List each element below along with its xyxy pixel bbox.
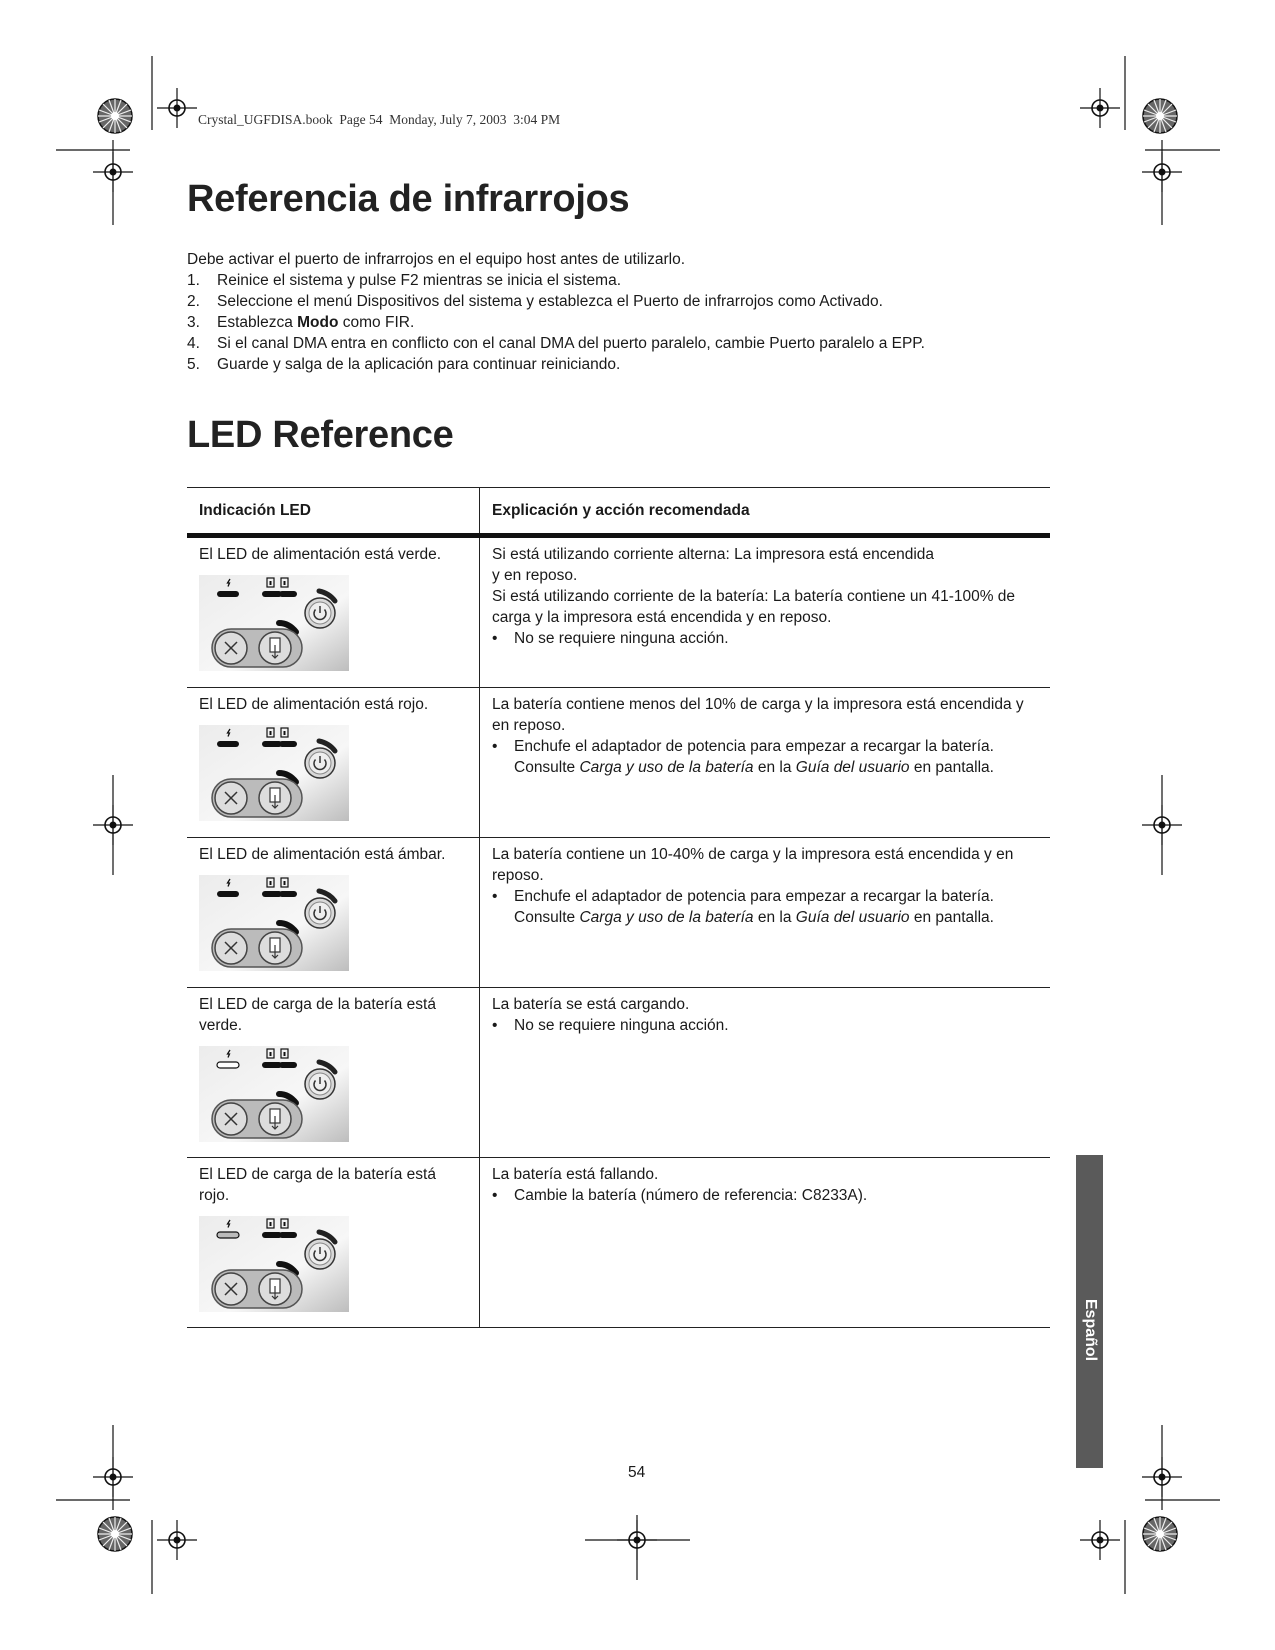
printer-control-panel-image <box>199 1216 349 1312</box>
step-item <box>187 333 1067 354</box>
language-label: Español <box>1081 1298 1099 1362</box>
explanation-cell <box>480 988 1051 1158</box>
printer-control-panel-image <box>199 1046 349 1142</box>
step-item <box>187 354 1067 375</box>
explanation-line: La batería se está cargando. <box>492 996 690 1013</box>
explanation-cell <box>480 688 1051 838</box>
column-header-indication: Indicación LED <box>187 488 480 536</box>
table-row <box>187 988 1050 1158</box>
explanation-line: Si está utilizando corriente de la batería: La batería contiene un 41-100% de carga y la impresora está encendida y en reposo. <box>492 588 1016 626</box>
infrared-intro-text: Debe activar el puerto de infrarrojos en el equipo host antes de utilizarlo. <box>187 251 686 268</box>
printer-control-panel-image <box>199 875 349 971</box>
indication-cell <box>187 838 480 988</box>
indication-text: El LED de carga de la batería está verde. <box>199 996 436 1034</box>
infrared-instructions <box>187 249 1067 375</box>
step-number: 2. <box>187 293 200 310</box>
printer-control-panel-image <box>199 725 349 821</box>
bullet-item: • No se requiere ninguna acción. <box>492 630 729 647</box>
indication-cell <box>187 1158 480 1328</box>
step-number: 5. <box>187 356 200 373</box>
table-row <box>187 688 1050 838</box>
explanation-line: Si está utilizando corriente alterna: La impresora está encendida <box>492 546 935 563</box>
step-item <box>187 312 1067 333</box>
bullet-continuation: Consulte Carga y uso de la batería en la Guía del usuario en pantalla. <box>514 759 994 776</box>
led-reference-table <box>187 487 1050 1328</box>
explanation-line: La batería está fallando. <box>492 1166 659 1183</box>
table-row <box>187 536 1050 688</box>
indication-cell <box>187 988 480 1158</box>
page-number: 54 <box>628 1464 646 1481</box>
explanation-cell <box>480 536 1051 688</box>
explanation-line: La batería contiene un 10-40% de carga y la impresora está encendida y en reposo. <box>492 846 1014 884</box>
step-text: Seleccione el menú Dispositivos del sistema y establezca el Puerto de infrarrojos como Activado. <box>217 293 883 310</box>
infrared-steps-list <box>187 270 1067 375</box>
bullet-item: • Enchufe el adaptador de potencia para empezar a recargar la batería. <box>492 738 994 755</box>
led-section-title: LED Reference <box>187 414 454 456</box>
explanation-cell <box>480 838 1051 988</box>
step-number: 1. <box>187 272 200 289</box>
explanation-line: y en reposo. <box>492 567 578 584</box>
explanation-cell <box>480 1158 1051 1328</box>
step-item <box>187 270 1067 291</box>
language-side-tab <box>1076 1155 1103 1468</box>
mode-term: Modo <box>297 314 339 331</box>
step-item <box>187 291 1067 312</box>
table-row <box>187 838 1050 988</box>
bullet-continuation: Consulte Carga y uso de la batería en la Guía del usuario en pantalla. <box>514 909 994 926</box>
indication-cell <box>187 688 480 838</box>
table-header-row <box>187 488 1050 536</box>
bullet-item: • No se requiere ninguna acción. <box>492 1017 729 1034</box>
infrared-section-title: Referencia de infrarrojos <box>187 178 630 220</box>
bullet-item: • Cambie la batería (número de referencia: C8233A). <box>492 1187 868 1204</box>
indication-text: El LED de alimentación está rojo. <box>199 696 429 713</box>
step-number: 4. <box>187 335 200 352</box>
indication-text: El LED de alimentación está verde. <box>199 546 442 563</box>
indication-cell <box>187 536 480 688</box>
indication-text: El LED de carga de la batería está rojo. <box>199 1166 436 1204</box>
indication-text: El LED de alimentación está ámbar. <box>199 846 446 863</box>
book-file-header: Crystal_UGFDISA.book Page 54 Monday, July 7, 2003 3:04 PM <box>198 112 561 127</box>
step-text: Establezca Modo como FIR. <box>217 314 415 331</box>
table-row <box>187 1158 1050 1328</box>
printer-control-panel-image <box>199 575 349 671</box>
step-number: 3. <box>187 314 200 331</box>
bullet-item: • Enchufe el adaptador de potencia para empezar a recargar la batería. <box>492 888 994 905</box>
column-header-explanation: Explicación y acción recomendada <box>480 488 1051 536</box>
step-text: Guarde y salga de la aplicación para continuar reiniciando. <box>217 356 621 373</box>
explanation-line: La batería contiene menos del 10% de carga y la impresora está encendida y en reposo. <box>492 696 1024 734</box>
step-text: Reinice el sistema y pulse F2 mientras se inicia el sistema. <box>217 272 622 289</box>
step-text: Si el canal DMA entra en conflicto con el canal DMA del puerto paralelo, cambie Puerto paralelo a EPP. <box>217 335 925 352</box>
